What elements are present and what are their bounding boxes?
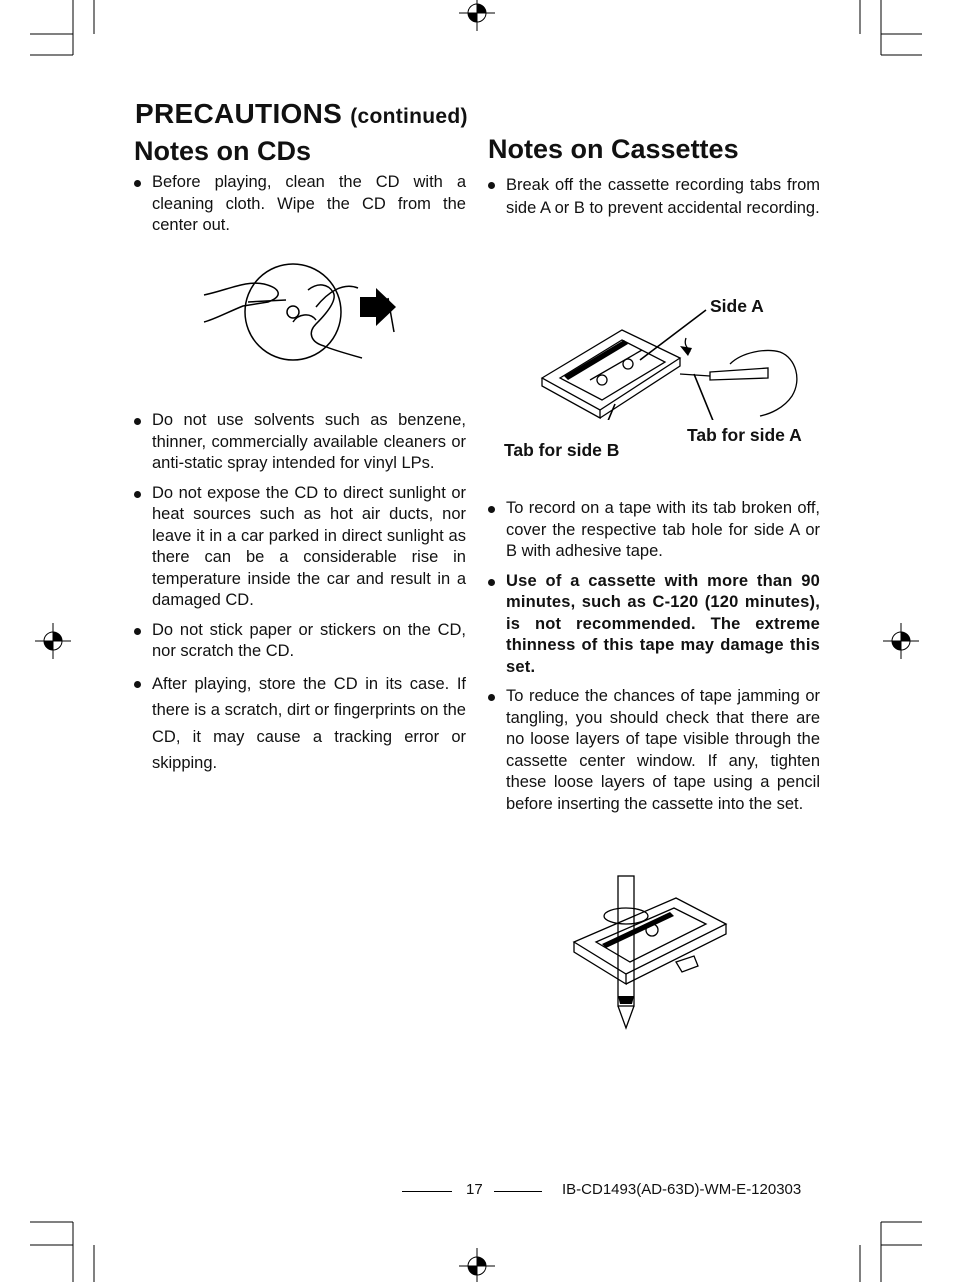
- cassettes-list-1: [488, 174, 820, 220]
- list-item: Do not expose the CD to direct sunlight or heat sources such as hot air ducts, nor leave it in a car parked in direct sunlight as there can be a considerable rise in temperature inside the car and result in a damaged CD.: [134, 483, 466, 612]
- footer-rule-left: [402, 1191, 452, 1192]
- page-title: [135, 98, 468, 130]
- list-item: Do not stick paper or stickers on the CD, nor scratch the CD.: [134, 620, 466, 663]
- list-item: Break off the cassette recording tabs from side A or B to prevent accidental recording.: [488, 174, 820, 220]
- list-item: To record on a tape with its tab broken off, cover the respective tab hole for side A or B with adhesive tape.: [488, 498, 820, 563]
- cds-heading: Notes on CDs: [134, 136, 312, 166]
- cassettes-list-2: [488, 498, 820, 815]
- label-tab-side-b: Tab for side B: [504, 440, 620, 460]
- list-item: Do not use solvents such as benzene, thinner, commercially available cleaners or anti-static spray intended for vinyl LPs.: [134, 410, 466, 475]
- list-item: Before playing, clean the CD with a cleaning cloth. Wipe the CD from the center out.: [134, 172, 466, 237]
- cds-list-1: [134, 172, 466, 237]
- cassette-pencil-illustration: [566, 872, 736, 1032]
- cd-cleaning-illustration: [198, 262, 408, 362]
- label-tab-side-a: Tab for side A: [687, 425, 802, 445]
- label-side-a: Side A: [710, 296, 764, 316]
- list-item: To reduce the chances of tape jamming or tangling, you should check that there are no loose layers of tape visible through the cassette center window. If any, tighten these loose layers of tape using a pencil before inserting the cassette into the set.: [488, 686, 820, 815]
- list-item: After playing, store the CD in its case. If there is a scratch, dirt or fingerprints on the CD, it may cause a tracking error or skipping.: [134, 671, 466, 777]
- title-suffix: (continued): [350, 105, 468, 128]
- page-number: 17: [466, 1181, 483, 1198]
- cds-list-2: [134, 410, 466, 777]
- title-main: PRECAUTIONS: [135, 98, 343, 129]
- footer-rule-right: [494, 1191, 542, 1192]
- doc-code: IB-CD1493(AD-63D)-WM-E-120303: [562, 1181, 802, 1198]
- cassette-tab-diagram: [530, 300, 810, 420]
- cassettes-heading: Notes on Cassettes: [488, 134, 739, 164]
- list-item: Use of a cassette with more than 90 minutes, such as C-120 (120 minutes), is not recommended. The extreme thinness of this tape may damage this set.: [488, 571, 820, 679]
